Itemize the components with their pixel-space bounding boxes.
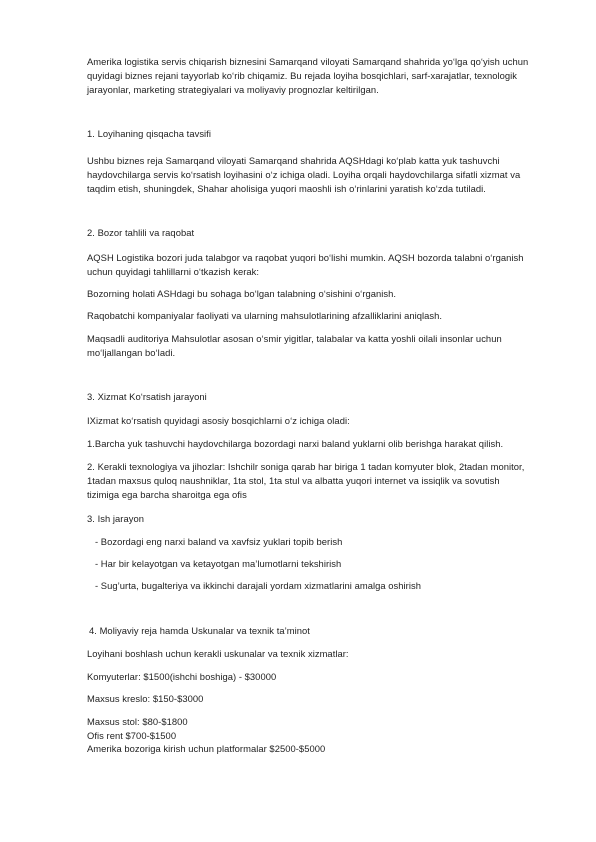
section-1-line-1: Ushbu biznes reja Samarqand viloyati Samarqand shahrida AQSHdagi ko‘plab katta yuk tashuvchi — [87, 155, 500, 166]
section-2-paragraph-3: Raqobatchi kompaniyalar faoliyati va ularning mahsulotlarining afzalliklarini aniqlash. — [87, 310, 443, 321]
section-4-heading: 4. Moliyaviy reja hamda Uskunalar va texnik ta’minot — [89, 625, 310, 636]
section-2-heading: 2. Bozor tahlili va raqobat — [87, 227, 195, 238]
section-2-line-1: AQSH Logistika bozori juda talabgor va raqobat yuqori bo‘lishi mumkin. AQSH bozorda talabni o‘rganish — [87, 252, 524, 263]
intro-line-3: jarayonlar, marketing strategiyalari va moliyaviy prognozlar keltirilgan. — [87, 84, 379, 95]
section-3-bullet-2 — [87, 558, 341, 569]
section-3-paragraph-4: 3. Ish jarayon — [87, 513, 144, 524]
section-4-paragraph-2: Komyuterlar: $1500(ishchi boshiga) - $30000 — [87, 671, 277, 682]
section-4-paragraph-4-line-3: Amerika bozoriga kirish uchun platformalar $2500-$5000 — [87, 743, 326, 754]
section-3-bullet-1 — [87, 536, 342, 547]
section-1-line-3: taqdim etish, shuningdek, Shahar aholisiga yuqori maoshli ish o‘rinlarini yaratish ko‘zda tutiladi. — [87, 183, 486, 194]
section-2-paragraph-4-line-2: mo‘ljallangan bo‘ladi. — [87, 347, 176, 358]
section-4-paragraph-4-line-1: Maxsus stol: $80-$1800 — [87, 716, 188, 727]
section-3-paragraph-3-line-1: 2. Kerakli texnologiya va jihozlar: Ishchilr soniga qarab har biriga 1 tadan komyuter blok, 2tadan monitor, — [87, 461, 525, 472]
section-4-paragraph-1: Loyihani boshlash uchun kerakli uskunalar va texnik xizmatlar: — [87, 648, 349, 659]
section-3-paragraph-2: 1.Barcha yuk tashuvchi haydovchilarga bozordagi narxi baland yuklarni olib berishga harakat qilish. — [87, 438, 504, 449]
section-3-bullet-3 — [87, 580, 421, 591]
section-2-line-2: uchun quyidagi tahlillarni o‘tkazish kerak: — [87, 266, 260, 277]
section-2-paragraph-4-line-1: Maqsadli auditoriya Mahsulotlar asosan o‘smir yigitlar, talabalar va katta yoshli oilali insonlar uchun — [87, 333, 502, 344]
section-1-heading: 1. Loyihaning qisqacha tavsifi — [87, 128, 211, 139]
intro-line-2: quyidagi biznes rejani tayyorlab ko‘rib chiqamiz. Bu rejada loyiha bosqichlari, sarf-xarajatlar, texnologik — [87, 70, 518, 81]
section-4-paragraph-3: Maxsus kreslo: $150-$3000 — [87, 693, 204, 704]
section-3-paragraph-3-line-3: tizimiga ega barcha sharoitga ega ofis — [87, 489, 247, 500]
section-3-bullet-1-text: - Bozordagi eng narxi baland va xavfsiz yuklari topib berish — [94, 536, 343, 547]
section-3-bullet-2-text: - Har bir kelayotgan va ketayotgan ma’lumotlarni tekshirish — [94, 558, 342, 569]
section-4-paragraph-4-line-2: Ofis rent $700-$1500 — [87, 730, 177, 741]
intro-line-1: Amerika logistika servis chiqarish biznesini Samarqand viloyati Samarqand shahrida yo‘lga qo‘yish uchun — [87, 56, 529, 67]
section-3-bullet-3-text: - Sug’urta, bugalteriya va ikkinchi darajali yordam xizmatlarini amalga oshirish — [94, 580, 421, 591]
section-1-line-2: haydovchilarga servis ko‘rsatish loyihasini o‘z ichiga oladi. Loyiha orqali haydovchilarga sifatli xizmat va — [87, 169, 521, 180]
section-3-heading: 3. Xizmat Ko‘rsatish jarayoni — [87, 391, 207, 402]
section-2-paragraph-2: Bozorning holati ASHdagi bu sohaga bo‘lgan talabning o‘sishini o‘rganish. — [87, 288, 397, 299]
section-3-paragraph-1: IXizmat ko‘rsatish quyidagi asosiy bosqichlarni o‘z ichiga oladi: — [87, 415, 350, 426]
section-3-paragraph-3-line-2: 1tadan maxsus quloq naushniklar, 1ta stol, 1ta stul va albatta yuqori internet va issiqlik va sovutish — [87, 475, 500, 486]
